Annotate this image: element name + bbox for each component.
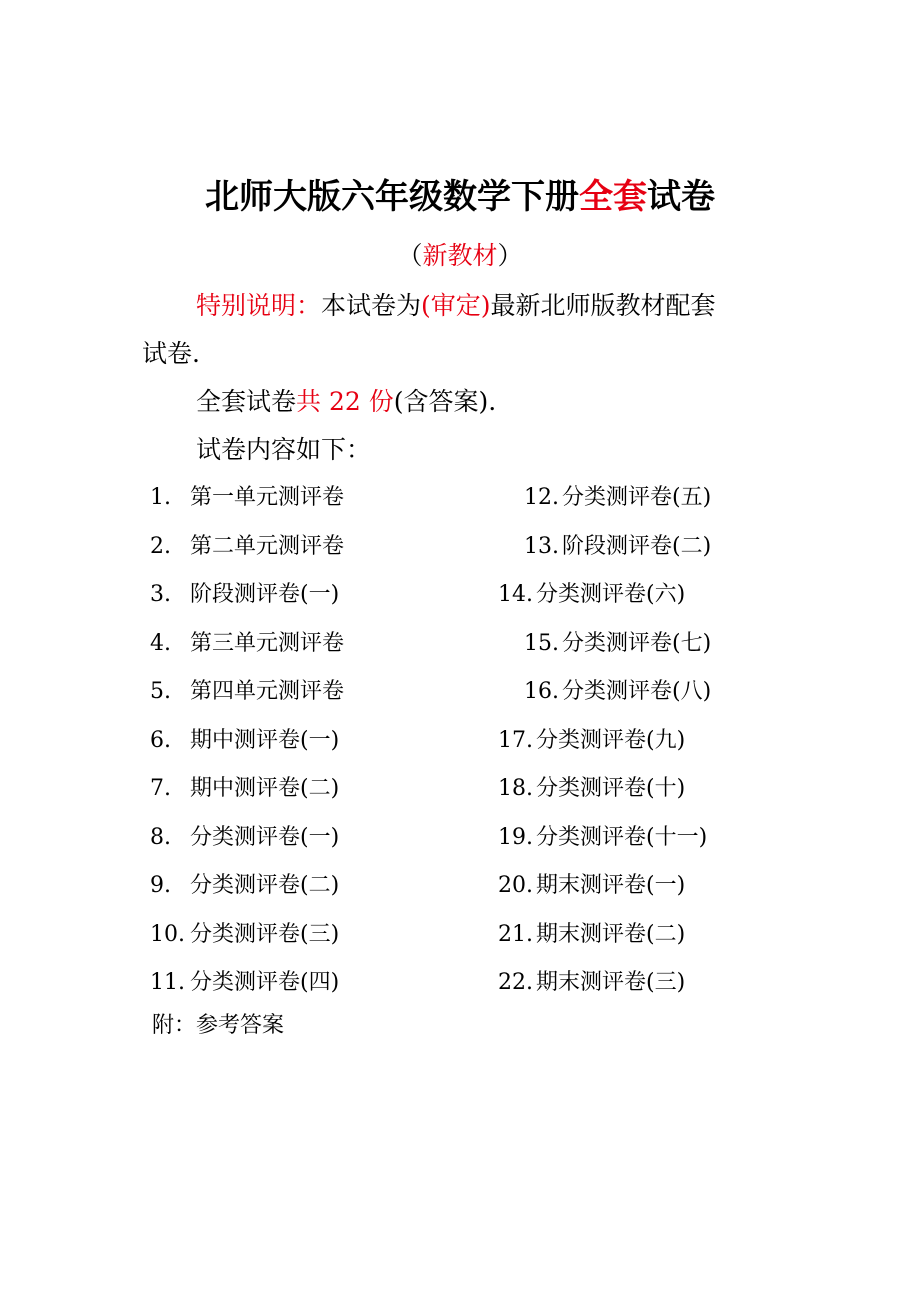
list-item <box>150 765 344 814</box>
item-number: 12. <box>524 485 559 510</box>
list-item <box>150 571 344 620</box>
item-label: 第三单元测评卷 <box>190 630 345 656</box>
item-label: 分类测评卷(十) <box>536 776 686 801</box>
item-number: 7. <box>150 776 171 801</box>
title-main: 北师大版六年级数学下册 <box>205 177 579 217</box>
list-item <box>498 474 711 523</box>
list-item <box>498 814 711 863</box>
item-number: 1. <box>150 485 171 510</box>
item-number: 5. <box>150 679 171 704</box>
item-label: 阶段测评卷(一) <box>190 582 340 607</box>
list-item <box>150 668 344 717</box>
item-number: 11. <box>150 970 185 995</box>
list-item <box>150 862 344 911</box>
list-item <box>150 911 344 960</box>
count-text-2: (含答案). <box>393 387 497 416</box>
intro-text-2: 最新北师版教材配套 <box>490 291 716 320</box>
contents-heading: 试卷内容如下： <box>196 435 372 464</box>
item-label: 分类测评卷(八) <box>562 679 712 704</box>
item-number: 20. <box>498 873 533 898</box>
item-label: 阶段测评卷(二) <box>562 533 712 559</box>
list-item <box>150 814 344 863</box>
subtitle-open-paren: （ <box>397 241 423 270</box>
item-number: 4. <box>150 630 171 656</box>
item-label: 期末测评卷(一) <box>536 873 686 898</box>
item-label: 分类测评卷(六) <box>536 582 686 607</box>
document-title <box>0 172 920 222</box>
item-label: 分类测评卷(一) <box>190 824 340 850</box>
item-label: 第二单元测评卷 <box>190 533 345 559</box>
item-label: 分类测评卷(五) <box>562 485 712 510</box>
item-label: 期中测评卷(二) <box>190 776 340 801</box>
list-item <box>150 523 344 572</box>
document-subtitle <box>0 236 920 276</box>
list-item <box>498 911 711 960</box>
item-label: 分类测评卷(四) <box>190 970 340 995</box>
item-number: 21. <box>498 921 533 947</box>
item-number: 13. <box>524 533 559 559</box>
list-item <box>498 523 711 572</box>
intro-highlight: (审定) <box>421 291 491 320</box>
count-line <box>196 382 846 422</box>
intro-paragraph-line2 <box>142 334 792 374</box>
contents-list-left <box>150 474 344 1008</box>
item-label: 分类测评卷(七) <box>562 630 712 656</box>
count-highlight: 共 22 份 <box>296 387 394 416</box>
list-item <box>498 959 711 1008</box>
list-item <box>150 474 344 523</box>
intro-text-1: 本试卷为 <box>321 291 422 320</box>
item-number: 2. <box>150 533 171 559</box>
appendix-note: 附：参考答案 <box>152 1013 285 1038</box>
item-number: 19. <box>498 824 533 850</box>
item-label: 第一单元测评卷 <box>190 485 345 510</box>
item-label: 期中测评卷(一) <box>190 727 340 753</box>
list-item <box>498 862 711 911</box>
intro-paragraph <box>196 286 846 326</box>
item-label: 分类测评卷(三) <box>190 921 340 947</box>
subtitle-text: 新教材 <box>422 241 498 270</box>
item-number: 9. <box>150 873 171 898</box>
list-item <box>498 717 711 766</box>
contents-list-right <box>498 474 711 1008</box>
list-item <box>498 765 711 814</box>
item-label: 分类测评卷(九) <box>536 727 686 753</box>
list-item <box>150 717 344 766</box>
item-label: 分类测评卷(十一) <box>536 824 708 850</box>
subtitle-close-paren: ） <box>497 241 523 270</box>
item-number: 14. <box>498 582 533 607</box>
item-label: 分类测评卷(二) <box>190 873 340 898</box>
item-number: 17. <box>498 727 533 753</box>
item-number: 3. <box>150 582 171 607</box>
title-highlight: 全套 <box>579 177 647 217</box>
list-item <box>498 571 711 620</box>
item-number: 22. <box>498 970 533 995</box>
count-text-1: 全套试卷 <box>196 387 297 416</box>
item-label: 期末测评卷(二) <box>536 921 686 947</box>
list-item <box>498 620 711 669</box>
intro-label: 特别说明： <box>196 291 322 320</box>
list-item <box>498 668 711 717</box>
item-label: 第四单元测评卷 <box>190 679 345 704</box>
item-number: 16. <box>524 679 559 704</box>
item-number: 15. <box>524 630 559 656</box>
item-number: 10. <box>150 921 185 947</box>
item-label: 期末测评卷(三) <box>536 970 686 995</box>
intro-line-2: 试卷. <box>142 339 200 368</box>
list-item <box>150 620 344 669</box>
item-number: 6. <box>150 727 171 753</box>
item-number: 8. <box>150 824 171 850</box>
item-number: 18. <box>498 776 533 801</box>
title-suffix: 试卷 <box>647 177 715 217</box>
list-item <box>150 959 344 1008</box>
